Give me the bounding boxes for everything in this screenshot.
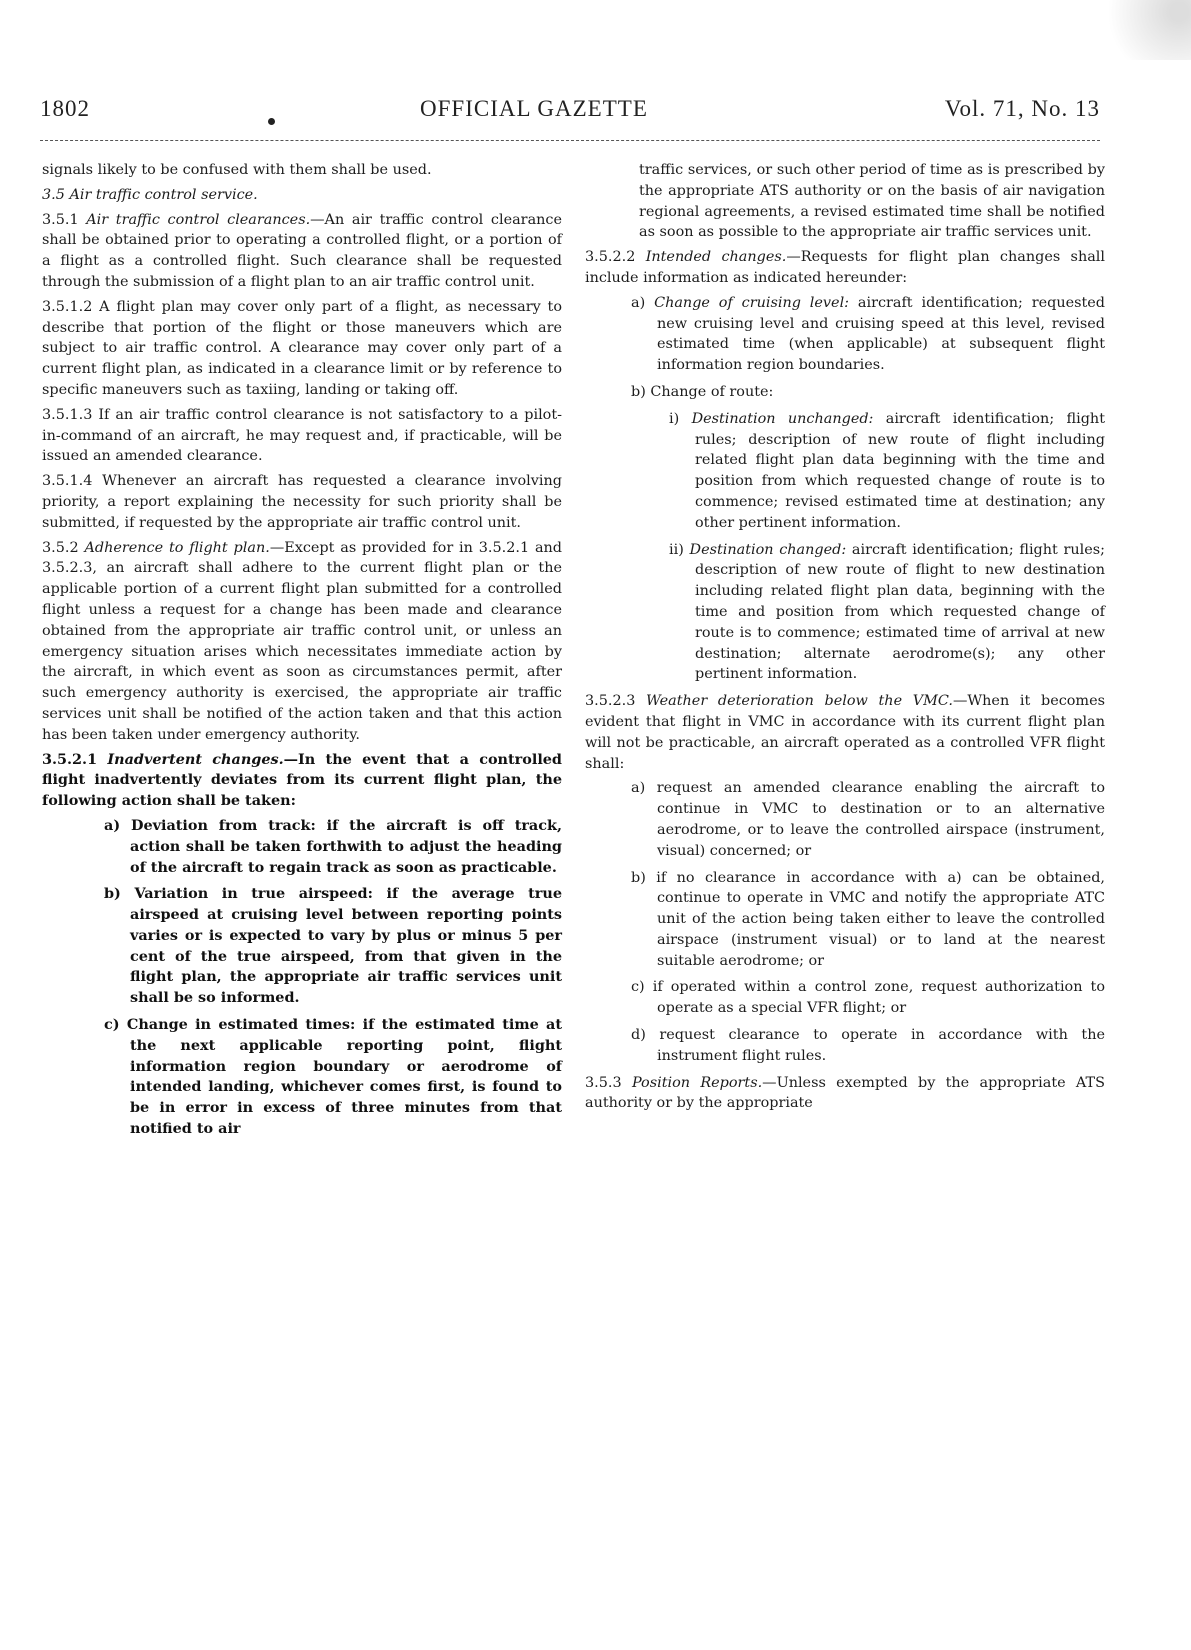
list-item: a) request an amended clearance enabling the aircraft to continue in VMC to destination or to an alternative aerodrome, or to leave the controlled airspace (instrument, visual) concerned; or bbox=[631, 780, 1105, 859]
sub-list-item bbox=[585, 409, 1105, 534]
section-number: 3.5.2.1 bbox=[42, 750, 98, 768]
paragraph-3-5-3 bbox=[585, 1073, 1105, 1115]
list-item: c) if operated within a control zone, request authorization to operate as a special VFR flight; or bbox=[631, 979, 1105, 1017]
section-text: —In the event that a controlled flight inadvertently deviates from its current flight plan, the following action shall be taken: bbox=[42, 750, 562, 810]
list-item: b) Variation in true airspeed: if the average true airspeed at cruising level between reporting points varies or is expected to vary by plus or minus 5 per cent of the true airspeed, from that given in the flight plan, the appropriate air traffic services unit shall be so informed. bbox=[104, 885, 562, 1007]
section-title: Adherence to flight plan. bbox=[84, 539, 270, 556]
section-number: 3.5.2.3 bbox=[585, 693, 636, 710]
paragraph-3-5-2-3 bbox=[585, 691, 1105, 774]
paragraph-3-5-1-4: 3.5.1.4 Whenever an aircraft has requested a clearance involving priority, a report explaining the necessity for such priority shall be submitted, if requested by the appropriate air traffic control unit. bbox=[42, 473, 562, 531]
page-number: 1802 bbox=[40, 96, 90, 121]
section-number: 3.5.1 bbox=[42, 211, 79, 228]
paragraph-3-5-2-2 bbox=[585, 247, 1105, 289]
section-number: 3.5.2 bbox=[42, 539, 79, 556]
paragraph: signals likely to be confused with them shall be used. bbox=[42, 162, 432, 178]
section-number: 3.5.3 bbox=[585, 1074, 622, 1091]
volume-issue: Vol. 71, No. 13 bbox=[944, 96, 1100, 121]
left-column bbox=[42, 160, 562, 1146]
list-item: b) if no clearance in accordance with a) can be obtained, continue to operate in VMC and notify the appropriate ATC unit of the action being taken either to leave the controlled airspace (instrument visual) or to land at the nearest suitable aerodrome; or bbox=[631, 869, 1105, 969]
paragraph-3-5-1 bbox=[42, 210, 562, 293]
publication-title: OFFICIAL GAZETTE bbox=[420, 96, 648, 121]
section-heading: 3.5 Air traffic control service. bbox=[42, 186, 258, 203]
continued-text: traffic services, or such other period of time as is prescribed by the appropriate ATS authority or on the basis of air navigation regional agreements, a revised estimated time shall be notified as soon as possible to the appropriate air traffic services unit. bbox=[639, 162, 1105, 241]
section-title: Weather deterioration below the VMC. bbox=[646, 693, 953, 710]
section-title: Position Reports. bbox=[631, 1074, 763, 1091]
paragraph-3-5-1-3: 3.5.1.3 If an air traffic control clearance is not satisfactory to a pilot-in-command of an aircraft, he may request and, if practicable, will be issued an amended clearance. bbox=[42, 406, 562, 465]
list-item: a) Deviation from track: if the aircraft is off track, action shall be taken forthwith to adjust the heading of the aircraft to regain track as soon as practicable. bbox=[104, 816, 562, 876]
item-text: aircraft identification; flight rules; description of new route of flight including related flight plan data beginning with the time and position from which requested change of route is to commence; revised estimated time at destination; any other pertinent information. bbox=[695, 410, 1105, 531]
sub-list-item bbox=[585, 540, 1105, 686]
item-title: Destination changed: bbox=[689, 541, 847, 558]
ink-dot bbox=[268, 118, 275, 125]
item-label: i) bbox=[669, 410, 680, 427]
section-text: —When it becomes evident that flight in VMC in accordance with its current flight plan will not be practicable, an aircraft operated as a controlled VFR flight shall: bbox=[585, 693, 1105, 772]
list-item bbox=[585, 293, 1105, 376]
item-text: aircraft identification; flight rules; description of new route of flight to new destination including related flight plan data, beginning with the time and position from which requested change of route is to commence; estimated time of arrival at new destination; alternate aerodrome(s); any other pertinent information. bbox=[695, 541, 1106, 683]
list-item: b) Change of route: bbox=[631, 383, 774, 400]
section-title: Intended changes. bbox=[645, 249, 787, 266]
list-item: c) Change in estimated times: if the estimated time at the next applicable reporting point, flight information region boundary or aerodrome of intended landing, whichever comes first, is found to be in error in excess of three minutes from that notified to air bbox=[104, 1016, 562, 1138]
right-column bbox=[585, 160, 1105, 1118]
item-label: a) bbox=[631, 294, 646, 311]
item-title: Destination unchanged: bbox=[691, 410, 874, 427]
section-number: 3.5.2.2 bbox=[585, 249, 636, 266]
section-text: —Requests for flight plan changes shall include information as indicated hereunder: bbox=[585, 249, 1105, 286]
section-text: —An air traffic control clearance shall be obtained prior to operating a controlled flight, or a portion of a flight as a controlled flight. Such clearance shall be requested through the submission of a flight plan to an air traffic control unit. bbox=[42, 211, 562, 290]
page-header bbox=[40, 96, 1100, 136]
paragraph-3-5-1-2: 3.5.1.2 A flight plan may cover only part of a flight, as necessary to describe that portion of the flight or those maneuvers which are subject to air traffic control. A clearance may cover only part of a current flight plan, as indicated in a clearance limit or by reference to specific maneuvers such as taxiing, landing or taking off. bbox=[42, 298, 562, 398]
item-text: aircraft identification; requested new cruising level and cruising speed at this level, revised estimated time (when applicable) at subsequent flight information region boundaries. bbox=[657, 294, 1106, 374]
list-item: d) request clearance to operate in accordance with the instrument flight rules. bbox=[631, 1027, 1105, 1064]
section-title: Inadvertent changes. bbox=[107, 750, 284, 768]
scan-blemish bbox=[1071, 0, 1191, 60]
paragraph-3-5-2 bbox=[42, 538, 562, 746]
section-title: Air traffic control clearances. bbox=[86, 211, 311, 228]
section-text: —Unless exempted by the appropriate ATS authority or by the appropriate bbox=[585, 1074, 1105, 1112]
section-text: —Except as provided for in 3.5.2.1 and 3.5.2.3, an aircraft shall adhere to the current flight plan or the applicable portion of a current flight plan submitted for a controlled flight unless a request for a change has been made and clearance obtained from the appropriate air traffic control unit, or unless an emergency situation arises which necessitates immediate action by the aircraft, in which event as soon as circumstances permit, after such emergency authority is exercised, the appropriate air traffic services unit shall be notified of the action taken and that this action has been taken under emergency authority. bbox=[42, 539, 563, 743]
item-label: ii) bbox=[669, 541, 684, 558]
header-rule bbox=[40, 140, 1100, 141]
paragraph-3-5-2-1 bbox=[42, 750, 562, 812]
item-title: Change of cruising level: bbox=[654, 294, 850, 311]
